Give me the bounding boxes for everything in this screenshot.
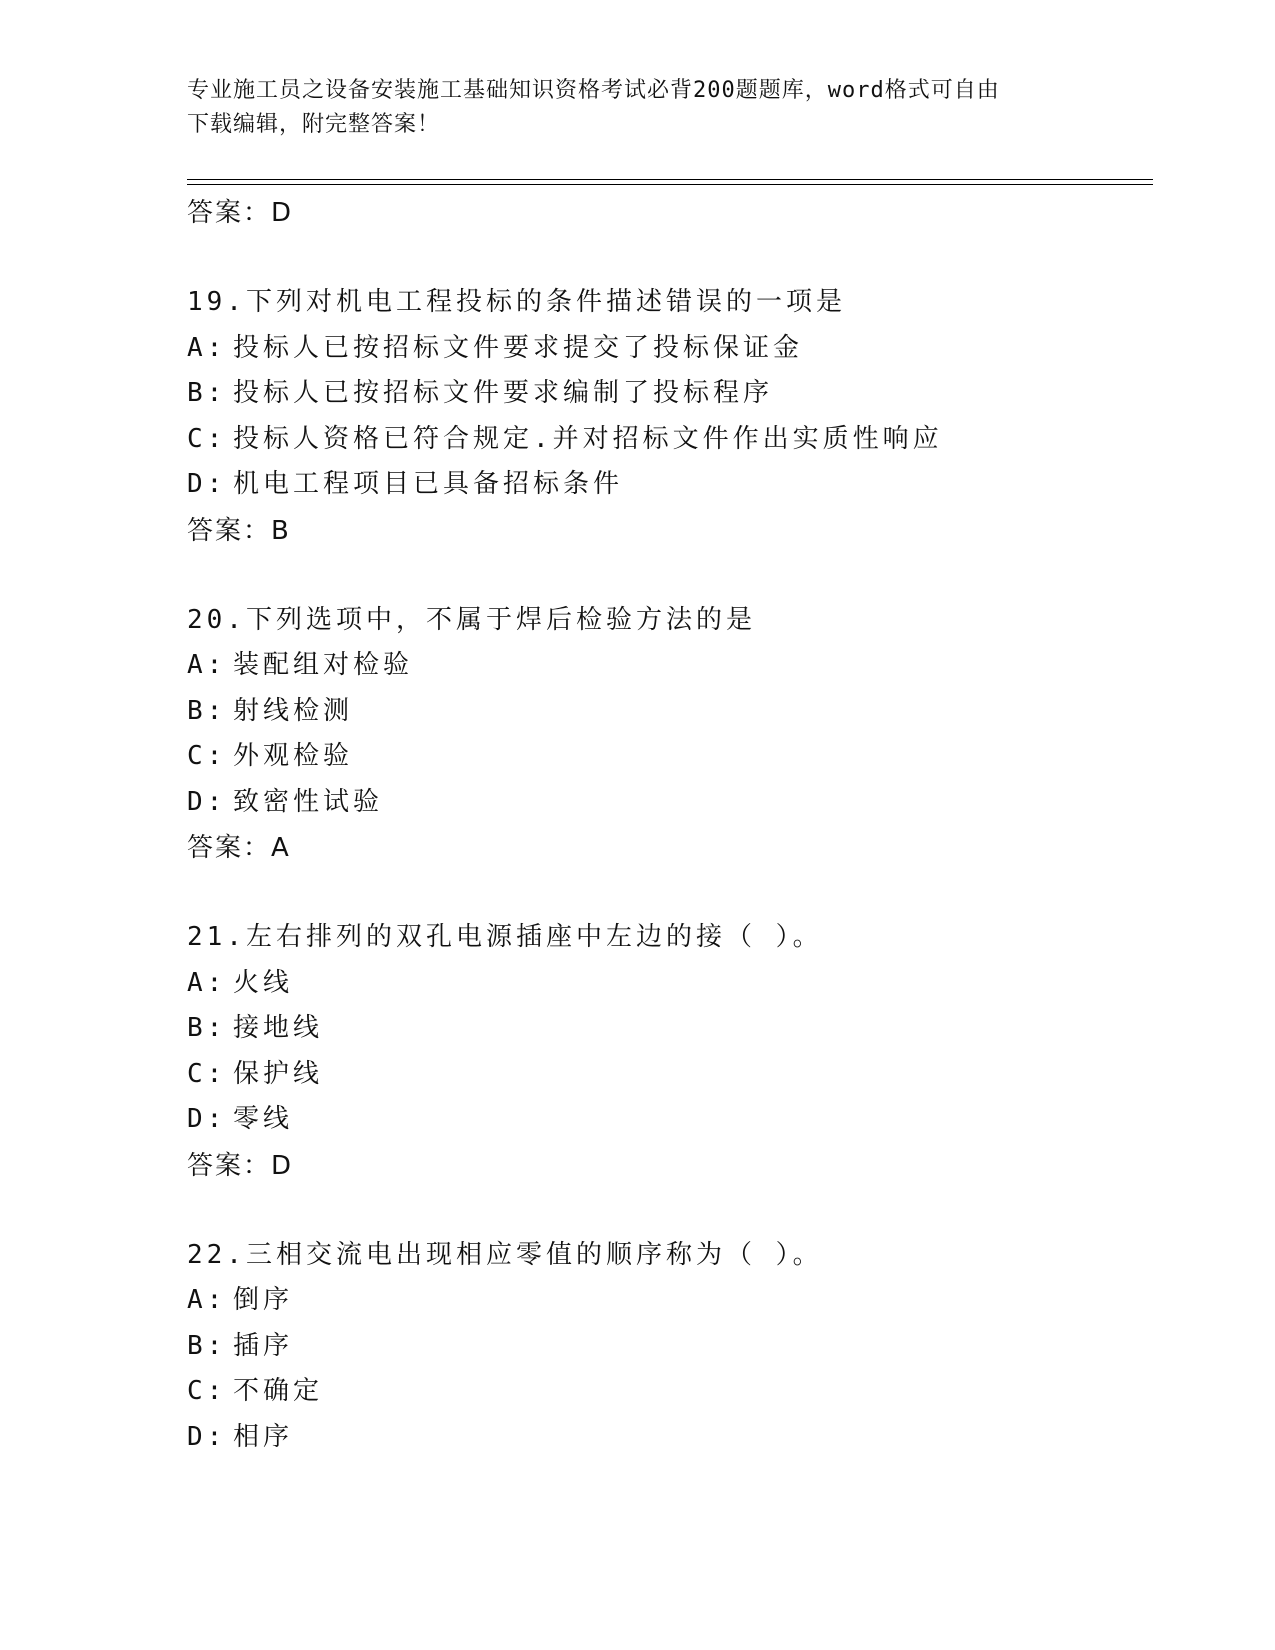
option-c <box>187 1052 1153 1098</box>
question-stem: 19.下列对机电工程投标的条件描述错误的一项是 <box>187 287 846 317</box>
option-text: 插序 <box>233 1330 294 1361</box>
option-text: 倒序 <box>233 1285 294 1315</box>
option-label: B: <box>187 1330 227 1361</box>
option-label: C: <box>187 741 227 771</box>
option-text: 投标人已按招标文件要求编制了投标程序 <box>233 378 774 408</box>
option-text: 保护线 <box>233 1058 324 1089</box>
option-a <box>187 961 1153 1007</box>
option-text: 火线 <box>233 967 294 998</box>
answer-line: 答案：B <box>187 515 291 546</box>
option-c <box>187 734 1153 780</box>
option-label: B: <box>187 695 227 726</box>
question-20 <box>187 598 1153 872</box>
option-label: B: <box>187 1013 227 1043</box>
option-b <box>187 1324 1153 1370</box>
option-text: 零线 <box>233 1104 294 1134</box>
option-text: 射线检测 <box>233 695 354 726</box>
answer-line: 答案：D <box>187 1150 294 1181</box>
option-label: C: <box>187 423 227 454</box>
header-divider-top <box>187 179 1153 180</box>
option-text: 装配组对检验 <box>233 650 414 680</box>
option-a <box>187 643 1153 689</box>
option-text: 投标人已按招标文件要求提交了投标保证金 <box>233 332 804 363</box>
option-label: A: <box>187 650 227 680</box>
option-label: D: <box>187 1104 227 1134</box>
option-d <box>187 1415 1153 1461</box>
option-label: B: <box>187 378 227 408</box>
question-stem: 21.左右排列的双孔电源插座中左边的接（ ）。 <box>187 922 823 952</box>
option-label: A: <box>187 967 227 998</box>
option-text: 外观检验 <box>233 741 354 771</box>
document-header <box>187 74 1067 142</box>
question-21 <box>187 915 1153 1189</box>
option-label: A: <box>187 332 227 363</box>
option-c <box>187 1369 1153 1415</box>
header-line-1: 专业施工员之设备安装施工基础知识资格考试必背200题题库，word格式可自由 <box>187 78 1000 103</box>
option-d <box>187 780 1153 826</box>
question-stem: 22.三相交流电出现相应零值的顺序称为（ ）。 <box>187 1239 823 1270</box>
answer-line: 答案：D <box>187 198 294 228</box>
header-line-2: 下载编辑，附完整答案！ <box>187 112 441 137</box>
option-text: 机电工程项目已具备招标条件 <box>233 469 624 499</box>
question-19 <box>187 280 1153 554</box>
option-text: 致密性试验 <box>233 786 384 817</box>
option-label: D: <box>187 786 227 817</box>
option-b <box>187 371 1153 417</box>
option-text: 接地线 <box>233 1013 324 1043</box>
question-list <box>187 190 1153 1460</box>
option-b <box>187 689 1153 735</box>
option-label: D: <box>187 469 227 499</box>
option-a <box>187 326 1153 372</box>
question-22 <box>187 1233 1153 1461</box>
option-a <box>187 1278 1153 1324</box>
option-text: 投标人资格已符合规定.并对招标文件作出实质性响应 <box>233 423 943 454</box>
option-b <box>187 1006 1153 1052</box>
option-label: C: <box>187 1376 227 1406</box>
option-c <box>187 417 1153 463</box>
option-d <box>187 1097 1153 1143</box>
header-divider-bottom <box>187 184 1153 185</box>
option-label: C: <box>187 1058 227 1089</box>
option-label: A: <box>187 1285 227 1315</box>
option-text: 相序 <box>233 1421 294 1452</box>
question-stem: 20.下列选项中，不属于焊后检验方法的是 <box>187 604 756 635</box>
option-text: 不确定 <box>233 1376 324 1406</box>
option-d <box>187 462 1153 508</box>
answer-line: 答案：A <box>187 833 291 863</box>
option-label: D: <box>187 1421 227 1452</box>
